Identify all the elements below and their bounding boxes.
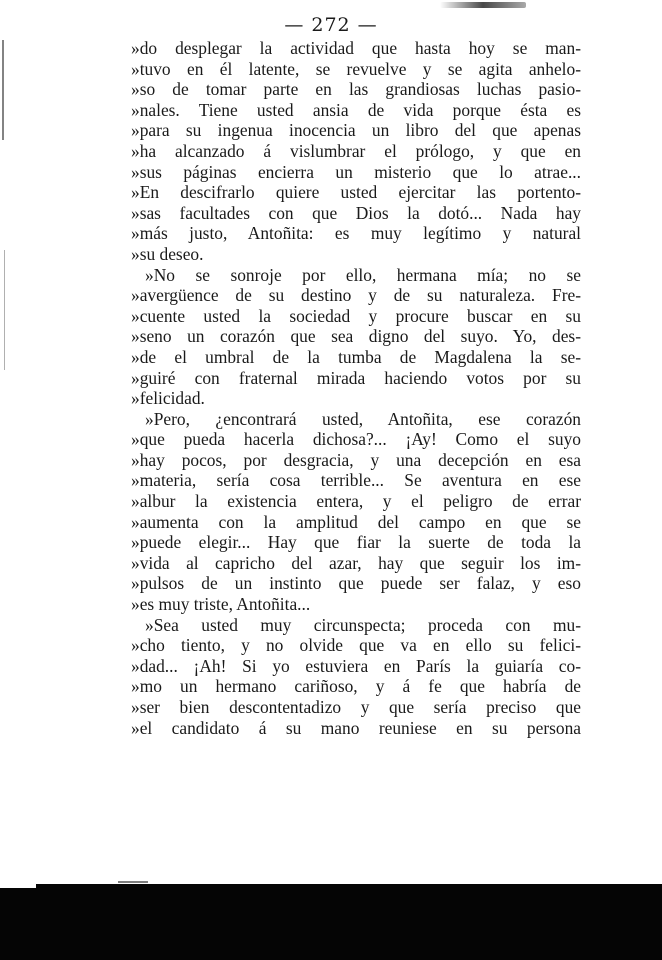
scan-artifact-left-edge-lower <box>4 250 5 370</box>
text-line: »materia, sería cosa terrible... Se aventura en ese <box>131 470 581 491</box>
text-line: »cuente usted la sociedad y procure buscar en su <box>131 305 581 326</box>
body-text <box>131 38 581 738</box>
text-line: »pulsos de un instinto que puede ser falaz, y eso <box>131 573 581 594</box>
text-line: »es muy triste, Antoñita... <box>131 594 311 615</box>
text-line: »ha alcanzado á vislumbrar el prólogo, y que en <box>131 140 581 161</box>
scan-artifact-bottom-dash <box>118 881 148 883</box>
text-line: »so de tomar parte en las grandiosas luchas pasio- <box>131 79 581 100</box>
text-line: »dad... ¡Ah! Si yo estuviera en París la guiaría co- <box>131 655 581 676</box>
text-line: »albur la existencia entera, y el peligro de errar <box>131 491 581 512</box>
text-line: »vida al capricho del azar, hay que seguir los im- <box>131 552 581 573</box>
text-line: »que pueda hacerla dichosa?... ¡Ay! Como el suyo <box>131 429 581 450</box>
text-line: »aumenta con la amplitud del campo en que se <box>131 511 581 532</box>
text-line: »tuvo en él latente, se revuelve y se agita anhelo- <box>131 58 581 79</box>
text-line: »de el umbral de la tumba de Magdalena la se- <box>131 346 581 367</box>
page-number: — 272 — <box>284 14 378 36</box>
text-line: »su deseo. <box>131 243 204 264</box>
scan-shadow-band <box>0 888 662 960</box>
text-line: »felicidad. <box>131 388 205 409</box>
text-line: »guiré con fraternal mirada haciendo votos por su <box>131 367 581 388</box>
text-line: »más justo, Antoñita: es muy legítimo y natural <box>131 223 581 244</box>
text-line: »el candidato á su mano reuniese en su persona <box>131 717 581 738</box>
scan-artifact-left-edge <box>2 40 4 140</box>
text-line: »seno un corazón que sea digno del suyo. Yo, des- <box>131 326 581 347</box>
text-line: »cho tiento, y no olvide que va en ello su felici- <box>131 635 581 656</box>
text-line: »do desplegar la actividad que hasta hoy se man- <box>131 38 581 58</box>
text-line: »nales. Tiene usted ansia de vida porque ésta es <box>131 99 581 120</box>
text-line: »No se sonroje por ello, hermana mía; no se <box>145 264 581 285</box>
text-line: »mo un hermano cariñoso, y á fe que habría de <box>131 676 581 697</box>
text-line: »Sea usted muy circunspecta; proceda con mu- <box>145 614 581 635</box>
text-line: »para su ingenua inocencia un libro del que apenas <box>131 120 581 141</box>
text-line: »Pero, ¿encontrará usted, Antoñita, ese corazón <box>145 408 581 429</box>
text-line: »ser bien descontentadizo y que sería preciso que <box>131 697 581 717</box>
scan-artifact-top <box>440 2 526 8</box>
text-line: »En descifrarlo quiere usted ejercitar las portento- <box>131 182 581 203</box>
text-line: »sas facultades con que Dios la dotó... Nada hay <box>131 202 581 223</box>
text-line: »puede elegir... Hay que fiar la suerte de toda la <box>131 532 581 553</box>
text-line: »avergüence de su destino y de su naturaleza. Fre- <box>131 285 581 306</box>
text-line: »hay pocos, por desgracia, y una decepción en esa <box>131 449 581 470</box>
text-line: »sus páginas encierra un misterio que lo atrae... <box>131 161 581 182</box>
